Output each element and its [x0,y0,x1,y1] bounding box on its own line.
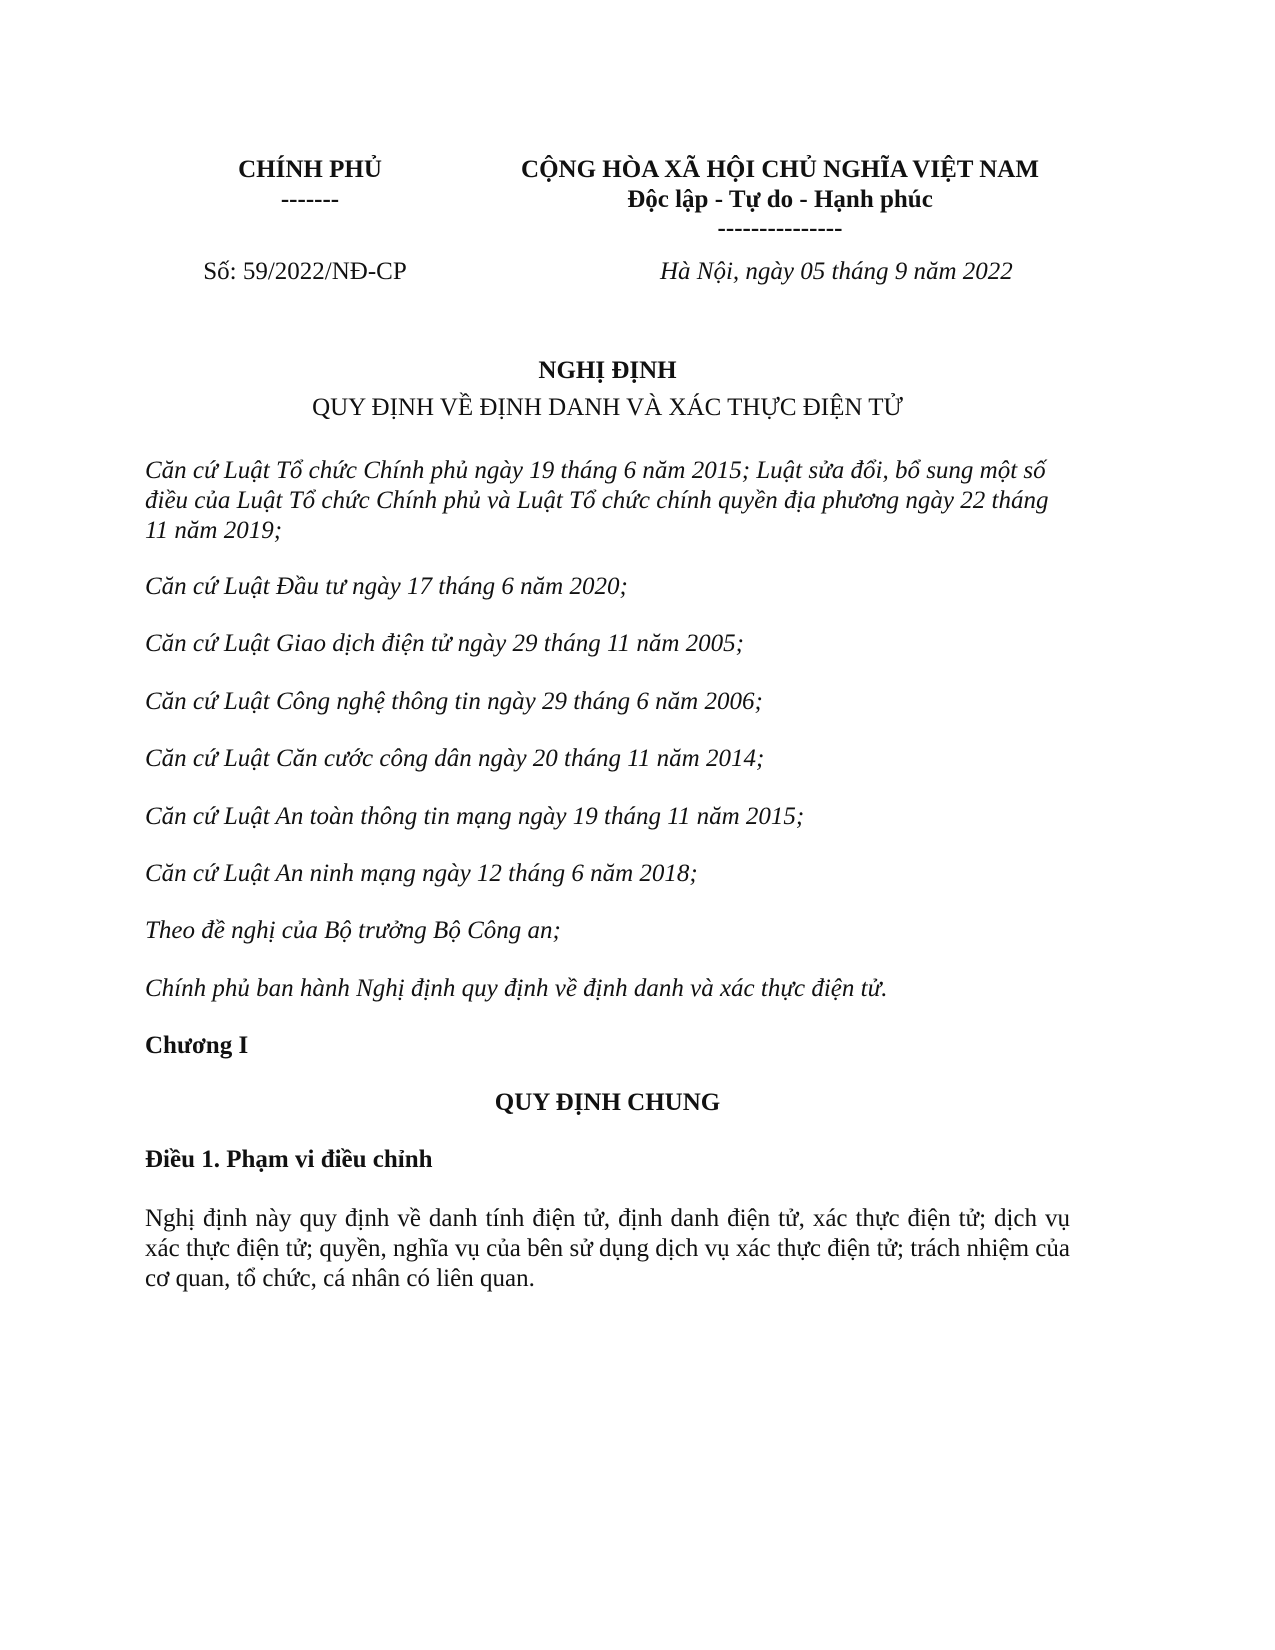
preamble-clause: Theo đề nghị của Bộ trưởng Bộ Công an; [145,917,561,944]
preamble-clause: Căn cứ Luật An toàn thông tin mạng ngày 19 tháng 11 năm 2015; [145,803,805,830]
preamble-clause: Căn cứ Luật Đầu tư ngày 17 tháng 6 năm 2020; [145,573,628,600]
article-heading: Điều 1. Phạm vi điều chỉnh [145,1146,433,1173]
document-subject: QUY ĐỊNH VỀ ĐỊNH DANH VÀ XÁC THỰC ĐIỆN TỬ [312,394,903,421]
chapter-title: QUY ĐỊNH CHUNG [494,1089,721,1116]
preamble-clause: Căn cứ Luật Công nghệ thông tin ngày 29 tháng 6 năm 2006; [145,688,763,715]
chapter-label: Chương I [145,1032,249,1059]
nation-name: CỘNG HÒA XÃ HỘI CHỦ NGHĨA VIỆT NAM [521,156,1039,183]
issuer-divider: ------- [280,186,340,213]
preamble-clause: Căn cứ Luật Tổ chức Chính phủ ngày 19 tháng 6 năm 2015; Luật sửa đổi, bổ sung một số điều của Luật Tổ chức Chính phủ và Luật Tổ chức chính quyền địa phương ngày 22 tháng 11 năm 2019; [145,457,1049,544]
enactment-clause: Chính phủ ban hành Nghị định quy định về định danh và xác thực điện tử. [145,975,888,1002]
preamble-clause: Căn cứ Luật An ninh mạng ngày 12 tháng 6 năm 2018; [145,860,698,887]
preamble-clause: Căn cứ Luật Căn cước công dân ngày 20 tháng 11 năm 2014; [145,745,765,772]
document-number: Số: 59/2022/NĐ-CP [203,258,407,285]
place-and-date: Hà Nội, ngày 05 tháng 9 năm 2022 [660,258,1013,285]
document-type: NGHỊ ĐỊNH [538,357,677,384]
article-body: Nghị định này quy định về danh tính điện tử, định danh điện tử, xác thực điện tử; dịch vụ xác thực điện tử; quyền, nghĩa vụ của bên sử dụng dịch vụ xác thực điện tử; trách nhiệm của cơ quan, tổ chức, cá nhân có liên quan. [145,1205,1070,1292]
preamble-clause: Căn cứ Luật Giao dịch điện tử ngày 29 tháng 11 năm 2005; [145,630,744,657]
national-motto: Độc lập - Tự do - Hạnh phúc [627,186,933,213]
motto-divider: --------------- [717,215,843,242]
issuer-name: CHÍNH PHỦ [238,156,382,183]
